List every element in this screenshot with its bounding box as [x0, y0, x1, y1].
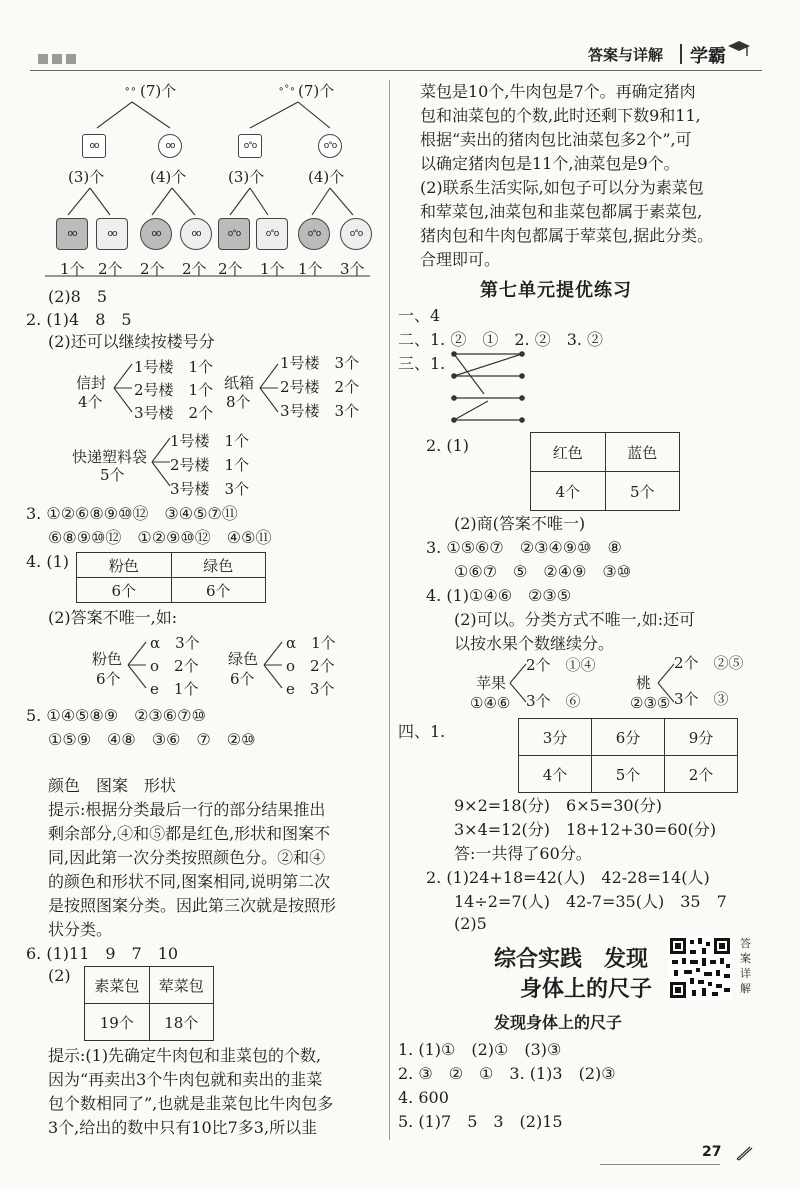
branch-count: 6个 [96, 670, 121, 688]
tree2-mid-count: (3)个 [228, 168, 265, 186]
branch-count: 5个 [100, 466, 125, 484]
text-line: 菜包是10个,牛肉包是7个。再确定猪肉 [420, 82, 696, 101]
matching-lines-diagram [448, 346, 538, 436]
text-line: 和荤菜包,油菜包和韭菜包都属于素菜包, [420, 202, 703, 221]
button-circle-white-icon: oo [180, 218, 212, 250]
branch-item: ο 2个 [150, 657, 199, 675]
table-header: 绿色 [171, 553, 266, 578]
calc-line: (2)5 [454, 914, 487, 933]
branch-label: 苹果 [476, 674, 507, 692]
branch-lines [656, 660, 676, 706]
red-blue-table [530, 432, 680, 511]
qr-code-icon [668, 936, 732, 1000]
answer-line: 6. (1)11 9 7 10 [26, 944, 179, 963]
branch-count: 6个 [230, 670, 255, 688]
answer-line: 5. (1)7 5 3 (2)15 [398, 1112, 563, 1131]
table-cell: 3分 [519, 719, 592, 756]
qr-caption: 答案详解 [740, 937, 751, 995]
mortarboard-icon [726, 38, 752, 60]
table-cell: 19个 [85, 1004, 150, 1041]
text-line: (2)联系生活实际,如包子可以分为素菜包 [420, 178, 704, 197]
calc-line: 9×2=18(分) 6×5=30(分) [454, 796, 663, 815]
branch-lines [112, 358, 136, 418]
calc-line: 14÷2=7(人) 42-7=35(人) 35 7 [454, 892, 727, 911]
answer-line: ①⑤⑨ ④⑧ ③⑥ ⑦ ②⑩ [48, 730, 256, 749]
tip-line: 3个,给出的数中只有10比7多3,所以韭 [48, 1118, 318, 1137]
branch-lines [258, 358, 282, 418]
answer-line: 4. (1) [26, 552, 70, 571]
tip-line: 是按照图案分类。因此第三次就是按照形 [48, 896, 337, 915]
circle-three-holes-icon: o°o [318, 134, 342, 158]
header-title: 答案与详解 [588, 46, 664, 64]
answer-line: (2)可以。分类方式不唯一,如:还可 [454, 610, 696, 629]
tree2-mid-count: (4)个 [308, 168, 345, 186]
text-line: 合理即可。 [420, 250, 501, 269]
branch-item: α 1个 [286, 634, 336, 652]
answer-line: 2. ③ ② ① 3. (1)3 (2)③ [398, 1064, 616, 1083]
tree1-leaf-count: 2个 [182, 260, 207, 278]
answer-line: 颜色 图案 形状 [48, 776, 177, 795]
table-header: 红色 [531, 433, 606, 472]
branch-item: 2个 ②⑤ [674, 654, 744, 672]
tree1-leaf-count: 1个 [60, 260, 85, 278]
answer-line: ⑥⑧⑨⑩⑫ ①②⑨⑩⑫ ④⑤⑪ [48, 528, 272, 547]
button-circle-gray-icon: oo [140, 218, 172, 250]
score-table [518, 718, 738, 793]
header-brand: 学霸 [690, 46, 726, 67]
branch-label: 快递塑料袋 [72, 448, 148, 466]
text-line: 包和油菜包的个数,此时还剩下数9和11, [420, 106, 701, 125]
answer-line: (2)答案不唯一,如: [48, 608, 178, 627]
text-line: 以确定猪肉包是11个,油菜包是9个。 [420, 154, 680, 173]
answer-line: 2. (1)4 8 5 [26, 310, 132, 329]
branch-item: 2号楼 1个 [170, 456, 250, 474]
branch-label: 信封 [76, 374, 107, 392]
branch-label: 绿色 [228, 650, 259, 668]
tree1-leaf-count: 2个 [140, 260, 165, 278]
square-two-holes-icon: oo [82, 134, 106, 158]
answer-line: 二、1. ② ① 2. ② 3. ② [398, 330, 604, 349]
tree2-leaf-count: 3个 [340, 260, 365, 278]
table-cell: 4个 [531, 472, 606, 511]
tree2-leaf-count: 1个 [298, 260, 323, 278]
tree1-mid-count: (4)个 [150, 168, 187, 186]
tree1-mid-count: (3)个 [68, 168, 105, 186]
tip-line: 状分类。 [48, 920, 113, 939]
branch-count: ①④⑥ [470, 694, 511, 712]
practice-title: 身体上的尺子 [520, 977, 653, 1002]
header-decor-square [38, 54, 48, 64]
branch-label: 纸箱 [224, 374, 255, 392]
text-line: 根据“卖出的猪肉包比油菜包多2个”,可 [420, 130, 692, 149]
answer-line: 4. (1)①④⑥ ②③⑤ [426, 586, 572, 605]
table-cell: 6分 [592, 719, 665, 756]
answer-line: 四、1. [398, 722, 446, 741]
answer-line: (2) [48, 966, 71, 985]
table-cell: 5个 [605, 472, 680, 511]
tree1-leaf-count: 2个 [98, 260, 123, 278]
sub-title: 发现身体上的尺子 [494, 1013, 623, 1032]
page-number: 27 [702, 1144, 722, 1160]
header-decor-square [52, 54, 62, 64]
answer-line: 三、1. [398, 354, 446, 373]
footer-rule [600, 1164, 720, 1165]
branch-item: 3个 ⑥ [526, 692, 581, 710]
tip-line: 提示:(1)先确定牛肉包和韭菜包的个数, [48, 1046, 322, 1065]
branch-item: 3号楼 3个 [170, 480, 250, 498]
circle-two-holes-icon: oo [158, 134, 182, 158]
branch-item: 2号楼 2个 [280, 378, 360, 396]
answer-line: 一、4 [398, 306, 441, 325]
tree2-top-count: (7)个 [298, 82, 335, 100]
branch-item: 3号楼 3个 [280, 402, 360, 420]
calc-line: 3×4=12(分) 18+12+30=60(分) [454, 820, 717, 839]
bun-count-table [84, 966, 214, 1041]
tip-line: 同,因此第一次分类按照颜色分。②和④ [48, 848, 326, 867]
branch-item: 3个 ③ [674, 690, 729, 708]
answer-line: (2)商(答案不唯一) [454, 514, 586, 533]
table-header: 蓝色 [605, 433, 680, 472]
tree1-top-count: (7)个 [140, 82, 177, 100]
button-square-white-icon: o°o [256, 218, 288, 250]
table-cell: 5个 [592, 756, 665, 793]
branch-count: 4个 [78, 393, 103, 411]
table-header: 荤菜包 [149, 967, 214, 1004]
branch-label: 桃 [636, 674, 652, 692]
button-circle-white-icon: o°o [340, 218, 372, 250]
table-header: 素菜包 [85, 967, 150, 1004]
tip-line: 的颜色和形状不同,图案相同,说明第二次 [48, 872, 331, 891]
tip-line: 因为“再卖出3个牛肉包就和卖出的韭菜 [48, 1070, 323, 1089]
branch-item: e 3个 [286, 680, 335, 698]
branch-count: ②③⑤ [630, 694, 671, 712]
branch-item: 3号楼 2个 [134, 404, 214, 422]
practice-title: 综合实践 发现 [494, 947, 649, 972]
answer-line: (2)8 5 [48, 287, 108, 306]
answer-line: 3. ①⑤⑥⑦ ②③④⑨⑩ ⑧ [426, 538, 622, 557]
tree2-leaf-count: 1个 [260, 260, 285, 278]
tip-line: 剩余部分,④和⑤都是红色,形状和图案不 [48, 824, 331, 843]
branch-item: 1号楼 3个 [280, 354, 360, 372]
table-cell: 2个 [665, 756, 738, 793]
tip-line: 包个数相同了”,也就是韭菜包比牛肉包多 [48, 1094, 334, 1113]
unit-title: 第七单元提优练习 [480, 280, 632, 301]
button-square-white-icon: oo [96, 218, 128, 250]
answer-line: 4. 600 [398, 1088, 449, 1107]
header-rule [30, 70, 762, 71]
table-cell: 9分 [665, 719, 738, 756]
tree2-leaf-count: 2个 [218, 260, 243, 278]
button-square-gray-icon: oo [56, 218, 88, 250]
branch-item: e 1个 [150, 680, 199, 698]
branch-count: 8个 [226, 393, 251, 411]
text-line: 猪肉包和牛肉包都属于荤菜包,据此分类。 [420, 226, 714, 245]
answer-line: 1. (1)① (2)① (3)③ [398, 1040, 562, 1059]
answer-line: 以按水果个数继续分。 [454, 634, 615, 653]
table-cell: 6个 [171, 578, 266, 603]
answer-line: (2)还可以继续按楼号分 [48, 332, 215, 351]
branch-item: ο 2个 [286, 657, 335, 675]
branch-lines [126, 636, 150, 694]
color-count-table [76, 552, 266, 603]
calc-line: 2. (1)24+18=42(人) 42-28=14(人) [426, 868, 710, 887]
branch-item: α 3个 [150, 634, 200, 652]
branch-label: 粉色 [92, 650, 123, 668]
square-three-holes-icon: o°o [238, 134, 262, 158]
button-circle-gray-icon: o°o [298, 218, 330, 250]
answer-line: 5. ①④⑤⑧⑨ ②③⑥⑦⑩ [26, 706, 206, 725]
header-decor-square [66, 54, 76, 64]
table-cell: 6个 [77, 578, 172, 603]
header-divider [680, 44, 682, 64]
branch-lines [262, 636, 286, 694]
table-cell: 4个 [519, 756, 592, 793]
two-dots-icon: ∘∘ [124, 84, 137, 95]
branch-item: 1号楼 1个 [134, 358, 214, 376]
branch-item: 2号楼 1个 [134, 381, 214, 399]
three-dots-icon: ∘°∘ [278, 84, 296, 95]
branch-item: 1号楼 1个 [170, 432, 250, 450]
branch-lines [508, 660, 528, 706]
pencil-icon [734, 1144, 754, 1162]
table-cell: 18个 [149, 1004, 214, 1041]
calc-line: 答:一共得了60分。 [454, 844, 592, 863]
tip-line: 提示:根据分类最后一行的部分结果推出 [48, 800, 326, 819]
answer-line: 2. (1) [426, 436, 470, 455]
answer-line: ①⑥⑦ ⑤ ②④⑨ ③⑩ [454, 562, 632, 581]
answer-line: 3. ①②⑥⑧⑨⑩⑫ ③④⑤⑦⑪ [26, 504, 238, 523]
branch-item: 2个 ①④ [526, 656, 596, 674]
button-square-gray-icon: o°o [218, 218, 250, 250]
table-header: 粉色 [77, 553, 172, 578]
column-divider [389, 80, 390, 1140]
